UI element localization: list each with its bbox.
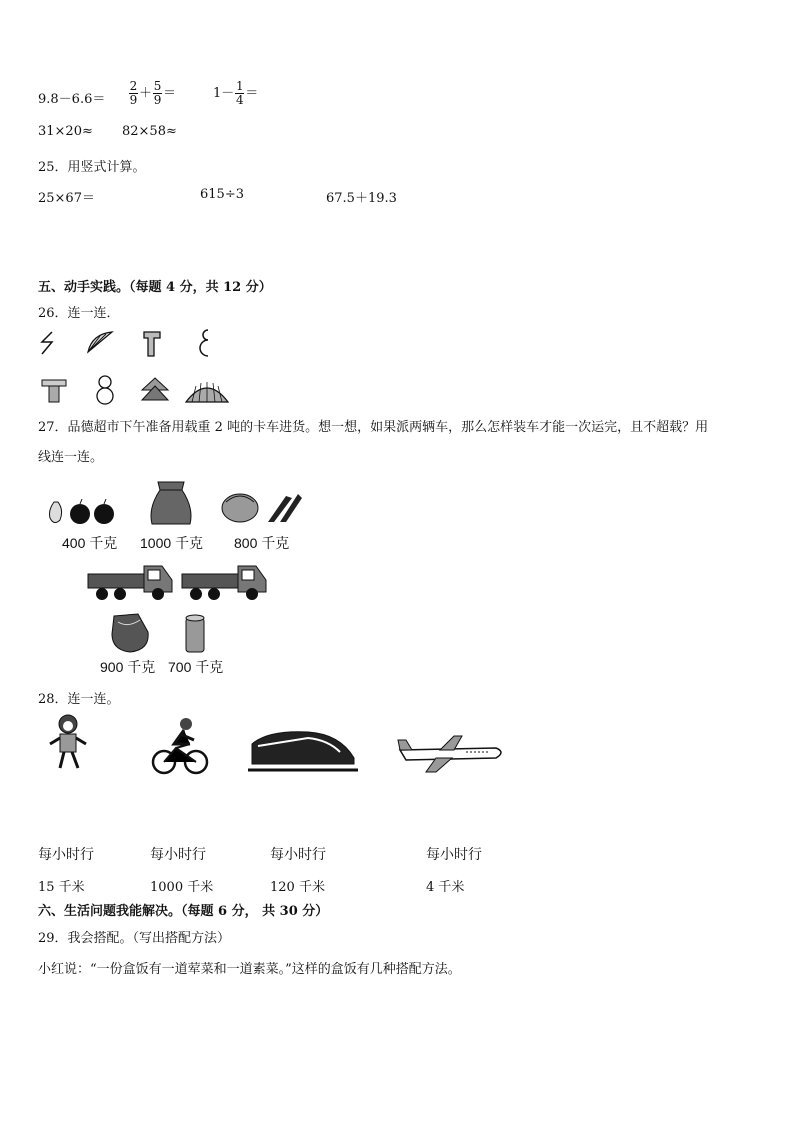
fraction-denominator: 4 <box>235 93 244 107</box>
speed-label-4: 每小时行 <box>426 846 482 862</box>
bag-icon <box>108 612 150 654</box>
goods-weight-sack: 1000 千克 <box>140 535 204 551</box>
section-5-title: 五、动手实践。（每题 4 分，共 12 分） <box>38 280 272 295</box>
half-square-icon <box>38 330 62 356</box>
fruit-icon <box>46 496 120 526</box>
expr-estimate-2: 82×58≈ <box>122 124 177 139</box>
goods-weight-vegetables: 800 千克 <box>234 535 290 551</box>
q25-item-2: 615÷3 <box>200 187 244 202</box>
umbrella-icon <box>184 380 230 404</box>
q25-item-1: 25×67＝ <box>38 191 95 206</box>
fraction-denominator: 9 <box>153 93 162 107</box>
airplane-icon <box>396 732 508 774</box>
half-snowman-icon <box>196 328 212 358</box>
fraction-numerator: 1 <box>235 79 244 93</box>
plus-sign: ＋ <box>139 86 153 101</box>
speed-value-3: 120 千米 <box>270 880 325 895</box>
fraction-numerator: 5 <box>153 79 162 93</box>
q29-text: 小红说：“一份盒饭有一道荤菜和一道素菜。”这样的盒饭有几种搭配方法。 <box>38 962 461 977</box>
q26-title: 26．连一连． <box>38 306 120 321</box>
barrel-icon <box>184 614 206 654</box>
half-house-icon <box>142 328 162 358</box>
house-icon <box>40 376 68 404</box>
expr-fraction-add <box>128 80 176 107</box>
fraction-numerator: 2 <box>129 79 138 93</box>
speed-value-1: 15 千米 <box>38 880 85 895</box>
speed-label-2: 每小时行 <box>150 846 206 862</box>
section-6-title: 六、生活问题我能解决。（每题 6 分， 共 30 分） <box>38 904 329 919</box>
half-umbrella-icon <box>86 330 114 356</box>
goods-weight-bag: 900 千克 <box>100 659 156 675</box>
cyclist-icon <box>150 714 210 776</box>
expr-lead: 1－ <box>213 86 235 101</box>
q27-line-1: 27．品德超市下午准备用载重 2 吨的卡车进货。想一想，如果派两辆车，那么怎样装车才能一次运完，且不超载？用 <box>38 420 709 435</box>
speed-value-2: 1000 千米 <box>150 880 214 895</box>
truck-icon <box>86 562 174 602</box>
truck-icon <box>180 562 268 602</box>
tree-icon <box>140 376 170 404</box>
child-walking-icon <box>46 712 90 772</box>
fraction-denominator: 9 <box>129 93 138 107</box>
equals-sign: ＝ <box>163 86 177 101</box>
expr-estimate-1: 31×20≈ <box>38 124 93 139</box>
q25-item-3: 67.5＋19.3 <box>326 191 397 206</box>
vegetables-icon <box>220 488 302 524</box>
q27-line-2: 线连一连。 <box>38 450 104 465</box>
q29-title: 29．我会搭配。（写出搭配方法） <box>38 931 231 946</box>
equals-sign: ＝ <box>245 86 259 101</box>
expr-decimal-subtract: 9.8－6.6＝ <box>38 92 106 107</box>
q28-title: 28．连一连。 <box>38 692 120 707</box>
high-speed-train-icon <box>248 728 360 774</box>
expr-one-minus-fraction <box>213 80 258 107</box>
snowman-icon <box>94 374 116 406</box>
q25-title: 25．用竖式计算。 <box>38 160 146 175</box>
goods-weight-fruit: 400 千克 <box>62 535 118 551</box>
speed-label-1: 每小时行 <box>38 846 94 862</box>
speed-value-4: 4 千米 <box>426 880 465 895</box>
speed-label-3: 每小时行 <box>270 846 326 862</box>
sack-icon <box>148 478 194 526</box>
goods-weight-barrel: 700 千克 <box>168 659 224 675</box>
